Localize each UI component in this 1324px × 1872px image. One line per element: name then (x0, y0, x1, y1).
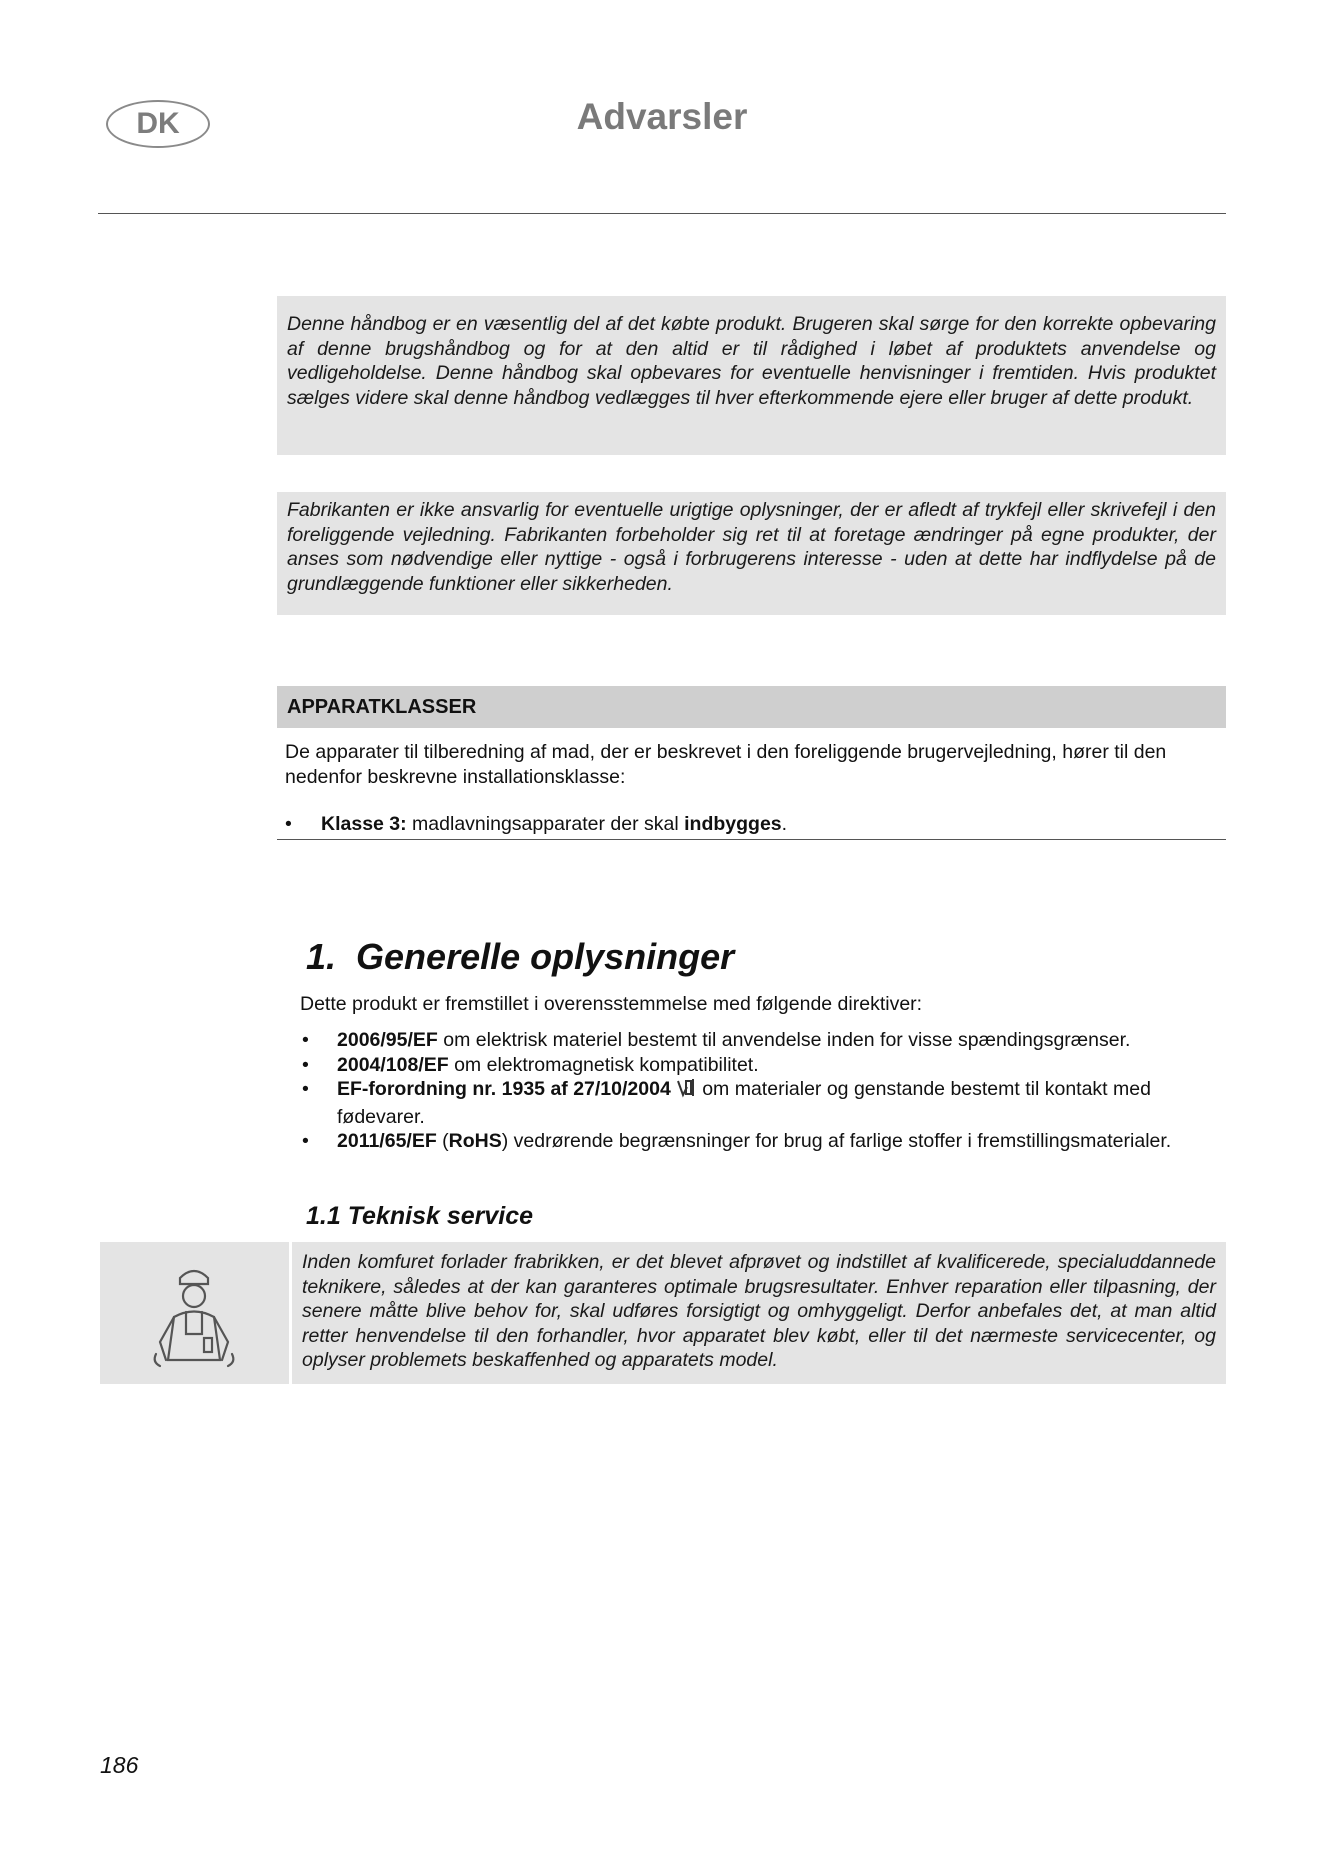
appliance-class-divider (277, 839, 1226, 840)
appliance-class-heading: APPARATKLASSER (277, 686, 1226, 728)
directive-code: 2004/108/EF (337, 1053, 449, 1076)
appliance-class-bullet (285, 812, 1215, 837)
directive-text: om materialer og genstande bestemt til kontakt med fødevarer. (337, 1078, 1151, 1128)
service-note-box (292, 1242, 1226, 1384)
list-item (300, 1053, 1220, 1078)
appliance-class-text: De apparater til tilberedning af mad, der er beskrevet i den foreliggende brugervejledning, hører til den nedenfor beskrevne installationsklasse: (285, 741, 1167, 788)
bullet-dot: • (285, 813, 292, 835)
header-divider (98, 213, 1226, 214)
liability-note-box (277, 492, 1226, 615)
section-title: 1. Generelle oplysninger (306, 936, 735, 977)
directive-code: EF-forordning nr. 1935 af 27/10/2004 (337, 1078, 671, 1100)
class-strong: indbygges (684, 813, 782, 835)
service-note-text: Inden komfuret forlader frabrikken, er det blevet afprøvet og indstillet af kvalificerede, specialuddannede teknikere, således at der kan garanteres optimale brugsresultater. Enhver reparation eller tilpasning, der senere måtte blive behov for, skal udføres forsigtigt og omhyggeligt. Derfor anbefales det, at man altid retter henvendelse til den forhandler, hvor apparatet blev købt, eller til det nærmeste servicecenter, og oplyser problemets beskaffenhed og apparatets model. (302, 1251, 1216, 1371)
directives-list (300, 1028, 1220, 1154)
page-number: 186 (100, 1752, 139, 1778)
liability-note-text: Fabrikanten er ikke ansvarlig for eventuelle urigtige oplysninger, der er afledt af trykfejl eller skrivefejl i den foreliggende vejledning. Fabrikanten forbeholder sig ret til at foretage ændringer på egne produkter, der anses som nødvendige eller nyttige - også i forbrugerens interesse - uden at dette har indflydelse på de grundlæggende funktioner eller sikkerheden. (287, 499, 1216, 595)
manual-note-box (277, 296, 1226, 455)
directive-code: 2011/65/EF (337, 1130, 437, 1152)
class-end: . (781, 813, 788, 835)
directive-code: 2006/95/EF (337, 1029, 438, 1051)
manual-note-text: Denne håndbog er en væsentlig del af det købte produkt. Brugeren skal sørge for den korrekte opbevaring af denne brugshåndbog og for at den altid er til rådighed i løbet af produktets anvendelse og vedligeholdelse. Denne håndbog skal opbevares for eventuelle henvisninger i fremtiden. Hvis produktet sælges videre skal denne håndbog vedlægges til hver efterkommende ejere eller bruger af dette produkt. (287, 313, 1216, 409)
class-label: Klasse 3: (321, 813, 407, 835)
technician-icon-box (100, 1242, 289, 1384)
list-item: • 2011/65/EF (RoHS) vedrørende begrænsninger for brug af farlige stoffer i fremstillingsmaterialer. (300, 1129, 1220, 1154)
class-text: madlavningsapparater der skal (406, 813, 685, 835)
directive-paren-code: RoHS (448, 1130, 502, 1152)
technician-icon (100, 1242, 289, 1384)
section-intro: Dette produkt er fremstillet i overensstemmelse med følgende direktiver: (300, 993, 923, 1015)
food-contact-icon (675, 1078, 697, 1105)
list-item (300, 1028, 1220, 1053)
page-title: Advarsler (576, 96, 748, 137)
directive-text: om elektrisk materiel bestemt til anvendelse inden for visse spændingsgrænser. (437, 1029, 1131, 1051)
country-code: DK (136, 107, 180, 140)
list-item (300, 1077, 1220, 1129)
directive-text: vedrørende begrænsninger for brug af farlige stoffer i fremstillingsmaterialer. (508, 1130, 1172, 1152)
subsection-title: 1.1 Teknisk service (306, 1202, 534, 1230)
directive-text: om elektromagnetisk kompatibilitet. (448, 1053, 759, 1076)
